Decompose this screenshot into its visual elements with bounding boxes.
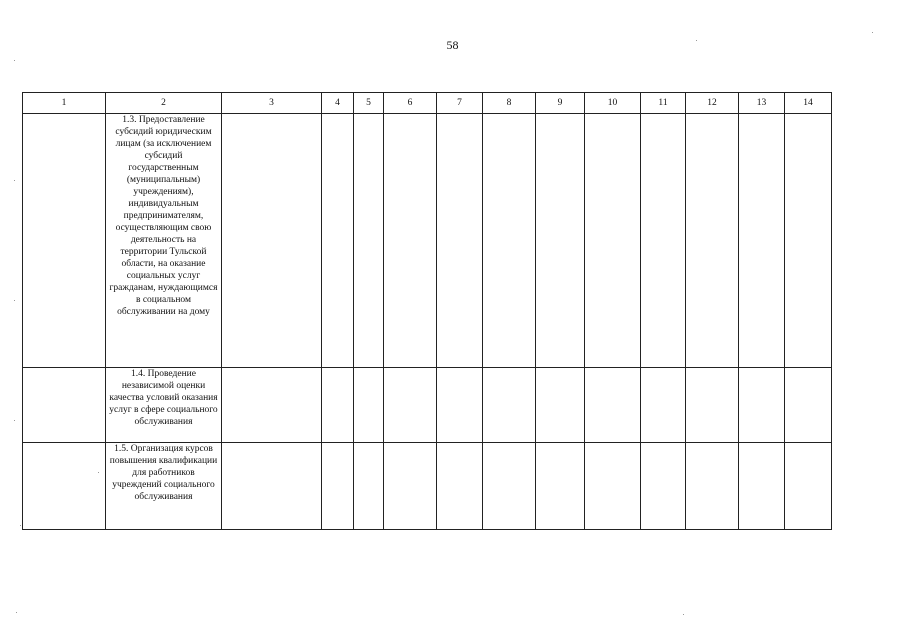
table-cell xyxy=(739,114,785,368)
column-header: 13 xyxy=(739,93,785,114)
table-cell xyxy=(23,114,106,368)
table-cell xyxy=(641,443,686,530)
table-cell xyxy=(536,368,585,443)
table-cell xyxy=(739,368,785,443)
table-cell xyxy=(785,443,832,530)
table-cell xyxy=(585,368,641,443)
column-header: 11 xyxy=(641,93,686,114)
scan-speck xyxy=(20,525,21,526)
table-row xyxy=(23,114,832,368)
table-cell xyxy=(483,368,536,443)
table-cell xyxy=(641,368,686,443)
table-cell xyxy=(322,114,354,368)
table-cell xyxy=(437,114,483,368)
table-cell xyxy=(222,368,322,443)
column-header: 7 xyxy=(437,93,483,114)
scan-speck xyxy=(14,420,15,421)
column-header: 2 xyxy=(106,93,222,114)
table-cell xyxy=(536,443,585,530)
table-cell xyxy=(354,114,384,368)
table-cell xyxy=(384,443,437,530)
table-row xyxy=(23,368,832,443)
table-cell xyxy=(222,443,322,530)
table-cell xyxy=(437,368,483,443)
scan-speck xyxy=(683,614,684,615)
row-description: 1.5. Организация курсов повышения квалификации для работников учреждений социального обслуживания xyxy=(106,443,222,530)
table-cell xyxy=(641,114,686,368)
table-cell xyxy=(437,443,483,530)
table-cell xyxy=(686,114,739,368)
row-description: 1.3. Предоставление субсидий юридическим лицам (за исключением субсидий государственным (муниципальным) учреждениям), индивидуальным предпринимателям, осуществляющим свою деятельность на территории Тульской области, на оказание социальных услуг гражданам, нуждающимся в социальном обслуживании на дому xyxy=(106,114,222,368)
document-table xyxy=(22,92,832,530)
table-cell xyxy=(536,114,585,368)
table-cell xyxy=(222,114,322,368)
table-cell xyxy=(585,114,641,368)
column-header: 3 xyxy=(222,93,322,114)
scan-speck xyxy=(14,300,15,301)
table-cell xyxy=(686,443,739,530)
column-header: 10 xyxy=(585,93,641,114)
scan-speck xyxy=(696,40,697,41)
table-cell xyxy=(384,114,437,368)
column-header: 14 xyxy=(785,93,832,114)
table-row xyxy=(23,443,832,530)
column-header: 9 xyxy=(536,93,585,114)
table-cell xyxy=(785,368,832,443)
column-header: 5 xyxy=(354,93,384,114)
table-cell xyxy=(483,443,536,530)
table-cell xyxy=(354,368,384,443)
table-cell xyxy=(686,368,739,443)
table-cell xyxy=(322,443,354,530)
table-cell xyxy=(322,368,354,443)
table-header-row xyxy=(23,93,832,114)
column-header: 12 xyxy=(686,93,739,114)
column-header: 1 xyxy=(23,93,106,114)
table-cell xyxy=(585,443,641,530)
row-description: 1.4. Проведение независимой оценки качества условий оказания услуг в сфере социального обслуживания xyxy=(106,368,222,443)
table-cell xyxy=(23,368,106,443)
scan-speck xyxy=(16,612,17,613)
table-cell xyxy=(23,443,106,530)
column-header: 6 xyxy=(384,93,437,114)
page-number: 58 xyxy=(446,38,459,52)
table-cell xyxy=(384,368,437,443)
scan-speck xyxy=(872,32,873,33)
scan-speck xyxy=(14,60,15,61)
scan-speck xyxy=(98,472,99,473)
table-cell xyxy=(739,443,785,530)
table-cell xyxy=(785,114,832,368)
column-header: 4 xyxy=(322,93,354,114)
column-header: 8 xyxy=(483,93,536,114)
table-cell xyxy=(354,443,384,530)
scan-speck xyxy=(14,180,15,181)
table-cell xyxy=(483,114,536,368)
